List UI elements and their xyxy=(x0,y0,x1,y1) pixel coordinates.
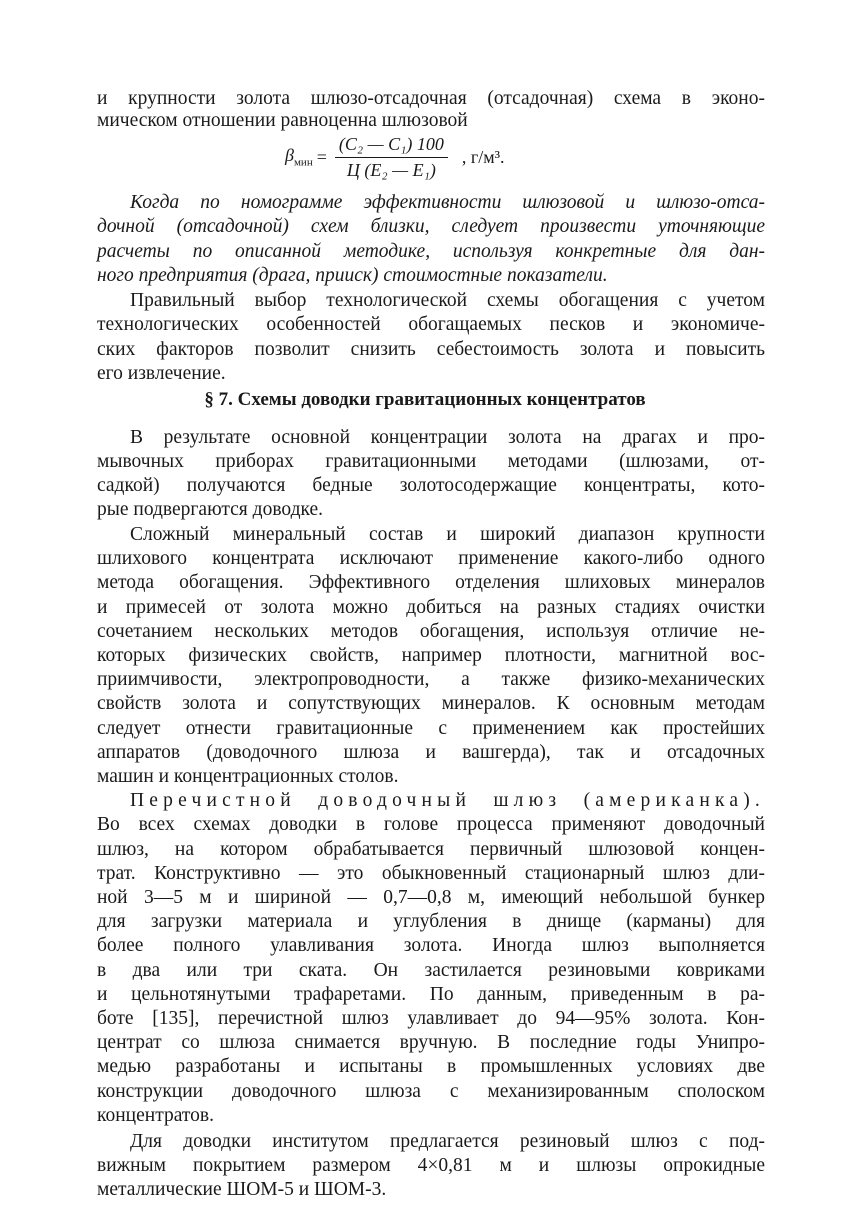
result-line-2: мывочных приборах гравитационными методами (шлюзами, от- xyxy=(97,451,765,472)
choice-line-1: Правильный выбор технологической схемы обогащения с учетом xyxy=(130,290,765,311)
sluice-line-8: и цельнотянутыми трафаретами. По данным, приведенным в ра- xyxy=(97,984,765,1005)
complex-line-1: Сложный минеральный состав и широкий диапазон крупности xyxy=(130,524,765,545)
section-heading: § 7. Схемы доводки гравитационных концентратов xyxy=(204,389,646,410)
nomogram-line-1: Когда по номограмме эффективности шлюзовой и шлюзо-отса- xyxy=(130,192,765,213)
result-line-1: В результате основной концентрации золота на драгах и про- xyxy=(130,427,765,448)
result-line-4: рые подвергаются доводке. xyxy=(97,499,324,520)
sluice-line-7: в два или три ската. Он застилается резиновыми ковриками xyxy=(97,960,765,981)
sluice-line-11: медью разработаны и испытаны в промышленных условиях две xyxy=(97,1056,765,1077)
formula-subscript: мин xyxy=(293,156,313,169)
formula-lhs xyxy=(285,145,313,169)
complex-line-11: машин и концентрационных столов. xyxy=(97,766,399,787)
result-line-3: садкой) получаются бедные золотосодержащие концентраты, кото- xyxy=(97,475,765,496)
sluice-line-2: шлюз, на котором обрабатывается первичный шлюзовой концен- xyxy=(97,839,765,860)
complex-line-5: сочетанием нескольких методов обогащения, используя отличие не- xyxy=(97,621,765,642)
sluice-line-6: более полного улавливания золота. Иногда шлюз выполняется xyxy=(97,935,765,956)
institute-line-3: металлические ШОМ-5 и ШОМ-3. xyxy=(97,1179,387,1200)
choice-line-2: технологических особенностей обогащаемых песков и экономиче- xyxy=(97,314,765,335)
sluice-line-13: концентратов. xyxy=(97,1105,214,1126)
complex-line-7: приимчивости, электропроводности, а также физико-механических xyxy=(97,669,765,690)
complex-line-3: метода обогащения. Эффективного отделения шлиховых минералов xyxy=(97,572,765,593)
formula-numerator: (C₂ — C₁) 100 xyxy=(335,134,448,158)
formula xyxy=(285,132,505,182)
sluice-line-9: боте [135], перечистной шлюз улавливает до 94—95% золота. Кон- xyxy=(97,1008,765,1029)
complex-line-9: следует отнести гравитационные с применением как простейших xyxy=(97,718,765,739)
formula-equals: = xyxy=(316,146,327,167)
formula-fraction xyxy=(335,134,448,181)
institute-line-1: Для доводки институтом предлагается резиновый шлюз с под- xyxy=(130,1131,765,1152)
choice-line-4: его извлечение. xyxy=(97,363,226,384)
sluice-line-4: ной 3—5 м и шириной — 0,7—0,8 м, имеющий небольшой бункер xyxy=(97,887,765,908)
complex-line-10: аппаратов (доводочного шлюза и вашгерда), так и отсадочных xyxy=(97,742,765,763)
nomogram-line-2: дочной (отсадочной) схем близки, следует произвести уточняющие xyxy=(97,216,765,237)
institute-line-2: вижным покрытием размером 4×0,81 м и шлюзы опрокидные xyxy=(97,1155,765,1176)
sluice-line-5: для загрузки материала и углубления в днище (карманы) для xyxy=(97,911,765,932)
sluice-term: Перечистной доводочный шлюз (американка). xyxy=(130,790,765,811)
complex-line-8: свойств золота и сопутствующих минералов. К основным методам xyxy=(97,693,765,714)
formula-denominator: Ц (E₂ — E₁) xyxy=(346,159,436,180)
sluice-line-12: конструкции доводочного шлюза с механизированным сполоском xyxy=(97,1081,765,1102)
sluice-line-1: Во всех схемах доводки в голове процесса применяют доводочный xyxy=(97,814,765,835)
formula-unit: , г/м³. xyxy=(461,146,505,167)
formula-beta: β xyxy=(285,145,294,166)
intro-line-2: мическом отношении равноценна шлюзовой xyxy=(97,110,468,131)
sluice-line-3: трат. Конструктивно — это обыкновенный стационарный шлюз дли- xyxy=(97,863,765,884)
nomogram-line-3: расчеты по описанной методике, используя конкретные для дан- xyxy=(97,241,765,262)
nomogram-line-4: ного предприятия (драга, прииск) стоимостные показатели. xyxy=(97,265,608,286)
intro-line-1: и крупности золота шлюзо-отсадочная (отсадочная) схема в эконо- xyxy=(97,88,765,109)
sluice-line-10: центрат со шлюза снимается вручную. В последние годы Унипро- xyxy=(97,1032,765,1053)
complex-line-2: шлихового концентрата исключают применение какого-либо одного xyxy=(97,548,765,569)
choice-line-3: ских факторов позволит снизить себестоимость золота и повысить xyxy=(97,339,765,360)
complex-line-6: которых физических свойств, например плотности, магнитной вос- xyxy=(97,645,765,666)
complex-line-4: и примесей от золота можно добиться на разных стадиях очистки xyxy=(97,597,765,618)
